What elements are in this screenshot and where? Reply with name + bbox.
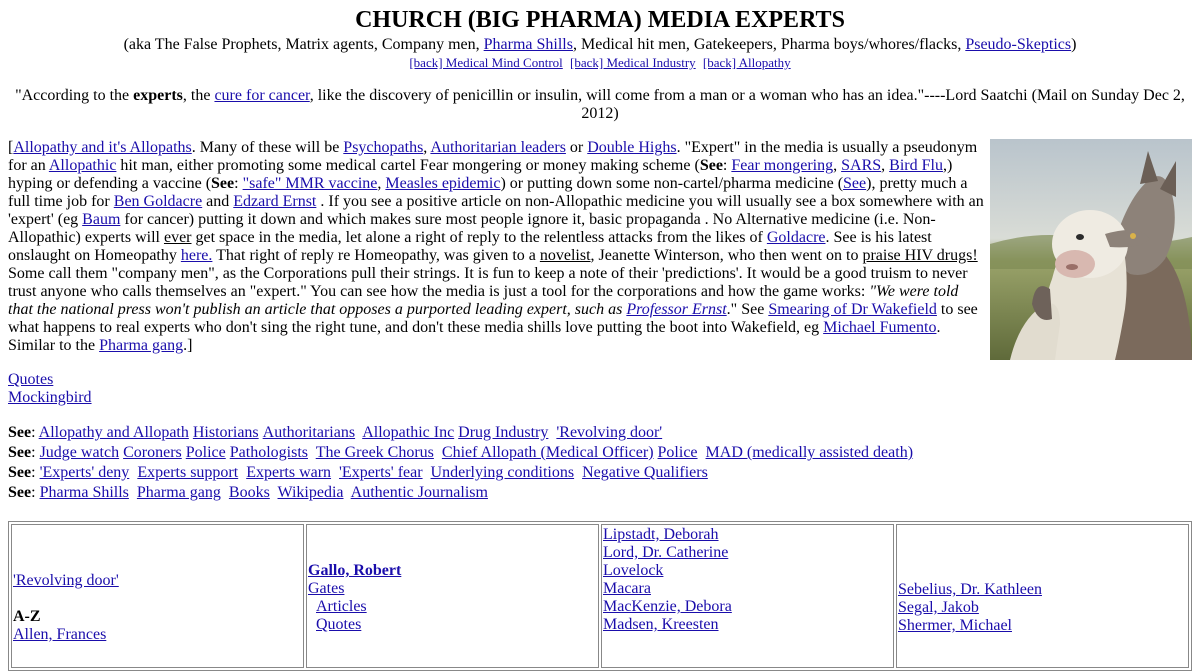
page xyxy=(8,6,1192,671)
professor-ernst-link[interactable]: Professor Ernst xyxy=(626,301,727,318)
directory-column-1 xyxy=(11,524,304,668)
authoritarian-leaders-link[interactable]: Authoritarian leaders xyxy=(430,139,566,156)
sars-link[interactable]: SARS xyxy=(841,157,882,174)
see-link-mad[interactable]: MAD (medically assisted death) xyxy=(705,444,914,461)
gates-articles-link[interactable]: Articles xyxy=(316,598,367,615)
see-link-coroners[interactable]: Coroners xyxy=(123,444,182,461)
allopathic-link[interactable]: Allopathic xyxy=(48,157,117,174)
bird-flu-link[interactable]: Bird Flu xyxy=(889,157,943,174)
cure-for-cancer-link[interactable]: cure for cancer xyxy=(214,87,310,104)
directory-column-3 xyxy=(601,524,894,668)
see-link-experts-support[interactable]: Experts support xyxy=(137,464,239,481)
expert-shermer-link[interactable]: Shermer, Michael xyxy=(898,617,1012,634)
expert-segal-link[interactable]: Segal, Jakob xyxy=(898,599,979,616)
see-link-authoritarians[interactable]: Authoritarians xyxy=(262,424,356,441)
expert-sebelius-link[interactable]: Sebelius, Dr. Kathleen xyxy=(898,581,1042,598)
wolf-in-sheeps-clothing-image xyxy=(990,139,1192,360)
double-highs-link[interactable]: Double Highs xyxy=(587,139,677,156)
see-link-police-2[interactable]: Police xyxy=(657,444,698,461)
expert-gates-link[interactable]: Gates xyxy=(308,580,345,597)
expert-lord-link[interactable]: Lord, Dr. Catherine xyxy=(603,544,729,561)
see-link-negative-qualifiers[interactable]: Negative Qualifiers xyxy=(582,464,708,481)
see-link-experts-fear[interactable]: 'Experts' fear xyxy=(339,464,423,481)
safe-mmr-vaccine-link[interactable]: "safe" MMR vaccine xyxy=(242,175,378,192)
see-link-historians[interactable]: Historians xyxy=(192,424,259,441)
page-title: CHURCH (BIG PHARMA) MEDIA EXPERTS xyxy=(355,7,845,33)
expert-lovelock-link[interactable]: Lovelock xyxy=(603,562,664,579)
allopathy-link[interactable]: Allopathy and it's Allopaths xyxy=(13,139,192,156)
see-link-pharma-gang[interactable]: Pharma gang xyxy=(136,484,221,501)
see-row-1: See: Allopathy and Allopath Historians Authoritarians Allopathic Inc Drug Industry 'Revolving door' xyxy=(8,424,663,441)
michael-fumento-link[interactable]: Michael Fumento xyxy=(823,319,937,336)
see-link-authentic-journalism[interactable]: Authentic Journalism xyxy=(350,484,488,501)
see-row-3: See: 'Experts' deny Experts support Experts warn 'Experts' fear Underlying conditions Negative Qualifiers xyxy=(8,464,708,481)
expert-macara-link[interactable]: Macara xyxy=(603,580,651,597)
expert-lipstadt-link[interactable]: Lipstadt, Deborah xyxy=(603,526,719,543)
baum-link[interactable]: Baum xyxy=(82,211,121,228)
see-also-section xyxy=(8,423,1192,503)
psychopaths-link[interactable]: Psychopaths xyxy=(343,139,424,156)
directory-column-4 xyxy=(896,524,1189,668)
expert-madsen-link[interactable]: Madsen, Kreesten xyxy=(603,616,719,633)
revolving-door-link[interactable]: 'Revolving door' xyxy=(13,572,119,589)
saatchi-quote: "According to the experts, the cure for cancer, like the discovery of penicillin or insulin, will come from a man or a woman who has an idea."----Lord Saatchi (Mail on Sunday Dec 2, 2012) xyxy=(15,87,1185,122)
see-link-experts-warn[interactable]: Experts warn xyxy=(246,464,332,481)
see-link[interactable]: See xyxy=(843,175,867,192)
see-link-greek-chorus[interactable]: The Greek Chorus xyxy=(315,444,434,461)
back-links xyxy=(8,55,1192,71)
see-link-revolving-door[interactable]: 'Revolving door' xyxy=(556,424,663,441)
see-link-police[interactable]: Police xyxy=(185,444,226,461)
see-link-drug-industry[interactable]: Drug Industry xyxy=(458,424,549,441)
see-row-4: See: Pharma Shills Pharma gang Books Wikipedia Authentic Journalism xyxy=(8,484,488,501)
aka-line: (aka The False Prophets, Matrix agents, Company men, Pharma Shills, Medical hit men, Gatekeepers, Pharma boys/whores/flacks, Pseudo-Skeptics) xyxy=(123,36,1077,53)
fear-mongering-link[interactable]: Fear mongering xyxy=(731,157,834,174)
measles-epidemic-link[interactable]: Measles epidemic xyxy=(385,175,501,192)
pharma-gang-link[interactable]: Pharma gang xyxy=(99,337,184,354)
mockingbird-link[interactable]: Mockingbird xyxy=(8,389,92,406)
ben-goldacre-link[interactable]: Ben Goldacre xyxy=(113,193,203,210)
smearing-of-dr-wakefield-link[interactable]: Smearing of Dr Wakefield xyxy=(768,301,937,318)
see-link-pharma-shills[interactable]: Pharma Shills xyxy=(39,484,129,501)
quick-links xyxy=(8,371,1192,407)
see-link-judge-watch[interactable]: Judge watch xyxy=(39,444,120,461)
back-allopathy-link[interactable]: [back] Allopathy xyxy=(702,55,791,70)
intro-section xyxy=(8,139,1192,355)
expert-allen-frances-link[interactable]: Allen, Frances xyxy=(13,626,107,643)
goldacre-link[interactable]: Goldacre xyxy=(766,229,826,246)
a-z-heading: A-Z xyxy=(13,608,41,625)
see-row-2: See: Judge watch Coroners Police Pathologists The Greek Chorus Chief Allopath (Medical Officer) Police MAD (medically assisted death) xyxy=(8,444,914,461)
see-link-pathologists[interactable]: Pathologists xyxy=(229,444,308,461)
pharma-shills-link[interactable]: Pharma Shills xyxy=(483,36,573,53)
back-medical-mind-control-link[interactable]: [back] Medical Mind Control xyxy=(409,55,563,70)
expert-mackenzie-link[interactable]: MacKenzie, Debora xyxy=(603,598,732,615)
see-link-wikipedia[interactable]: Wikipedia xyxy=(277,484,344,501)
gates-quotes-link[interactable]: Quotes xyxy=(316,616,362,633)
intro-text: [Allopathy and it's Allopaths. Many of these will be Psychopaths, Authoritarian leaders or Double Highs. "Expert" in the media is usually a pseudonym for an Allopathic hit man, either promoting some medical cartel Fear mongering or money making scheme (See: Fear mongering, SARS, Bird Flu,) hyping or defending a vaccine (See: "safe" MMR vaccine, Measles epidemic) or putting down some non-cartel/pharma medicine (See), pretty much a full time job for Ben Goldacre and Edzard Ernst . If you see a positive article on non-Allopathic medicine you will usually see a box somewhere with an 'expert' (eg Baum for cancer) putting it down and which makes sure most people ignore it, basic propaganda . No Alternative medicine (i.e. Non-Allopathic) experts will ever get space in the media, let alone a right of reply to the relentless attacks from the likes of Goldacre. See is his latest onslaught on Homeopathy here. That right of reply re Homeopathy, was given to a novelist, Jeanette Winterson, who then went on to praise HIV drugs! Some call them "company men", as the Corporations pull their strings. It is fun to keep a note of their 'predictions'. It would be a good truism to never trust anyone who calls themselves an "expert." You can see how the media is just a tool for the corporations and how the game works: "We were told that the national press won't publish an article that opposes a purported leading expert, such as Professor Ernst." See Smearing of Dr Wakefield to see what happens to real experts who don't sing the right tune, and don't these media shills love putting the boot into Wakefield, eg Michael Fumento. Similar to the Pharma gang.] xyxy=(8,139,984,354)
see-link-underlying-conditions[interactable]: Underlying conditions xyxy=(430,464,575,481)
directory-column-2 xyxy=(306,524,599,668)
see-link-allopathy-and-allopath[interactable]: Allopathy and Allopath xyxy=(38,424,189,441)
see-link-chief-allopath[interactable]: Chief Allopath (Medical Officer) xyxy=(441,444,654,461)
quotes-link[interactable]: Quotes xyxy=(8,371,54,388)
pseudo-skeptics-link[interactable]: Pseudo-Skeptics xyxy=(965,36,1072,53)
see-link-books[interactable]: Books xyxy=(228,484,270,501)
edzard-ernst-link[interactable]: Edzard Ernst xyxy=(233,193,317,210)
back-medical-industry-link[interactable]: [back] Medical Industry xyxy=(570,55,696,70)
here-link[interactable]: here. xyxy=(180,247,213,264)
experts-directory-table xyxy=(8,521,1192,671)
see-link-allopathic-inc[interactable]: Allopathic Inc xyxy=(362,424,455,441)
see-link-experts-deny[interactable]: 'Experts' deny xyxy=(39,464,130,481)
expert-gallo-robert-link[interactable]: Gallo, Robert xyxy=(308,562,402,579)
